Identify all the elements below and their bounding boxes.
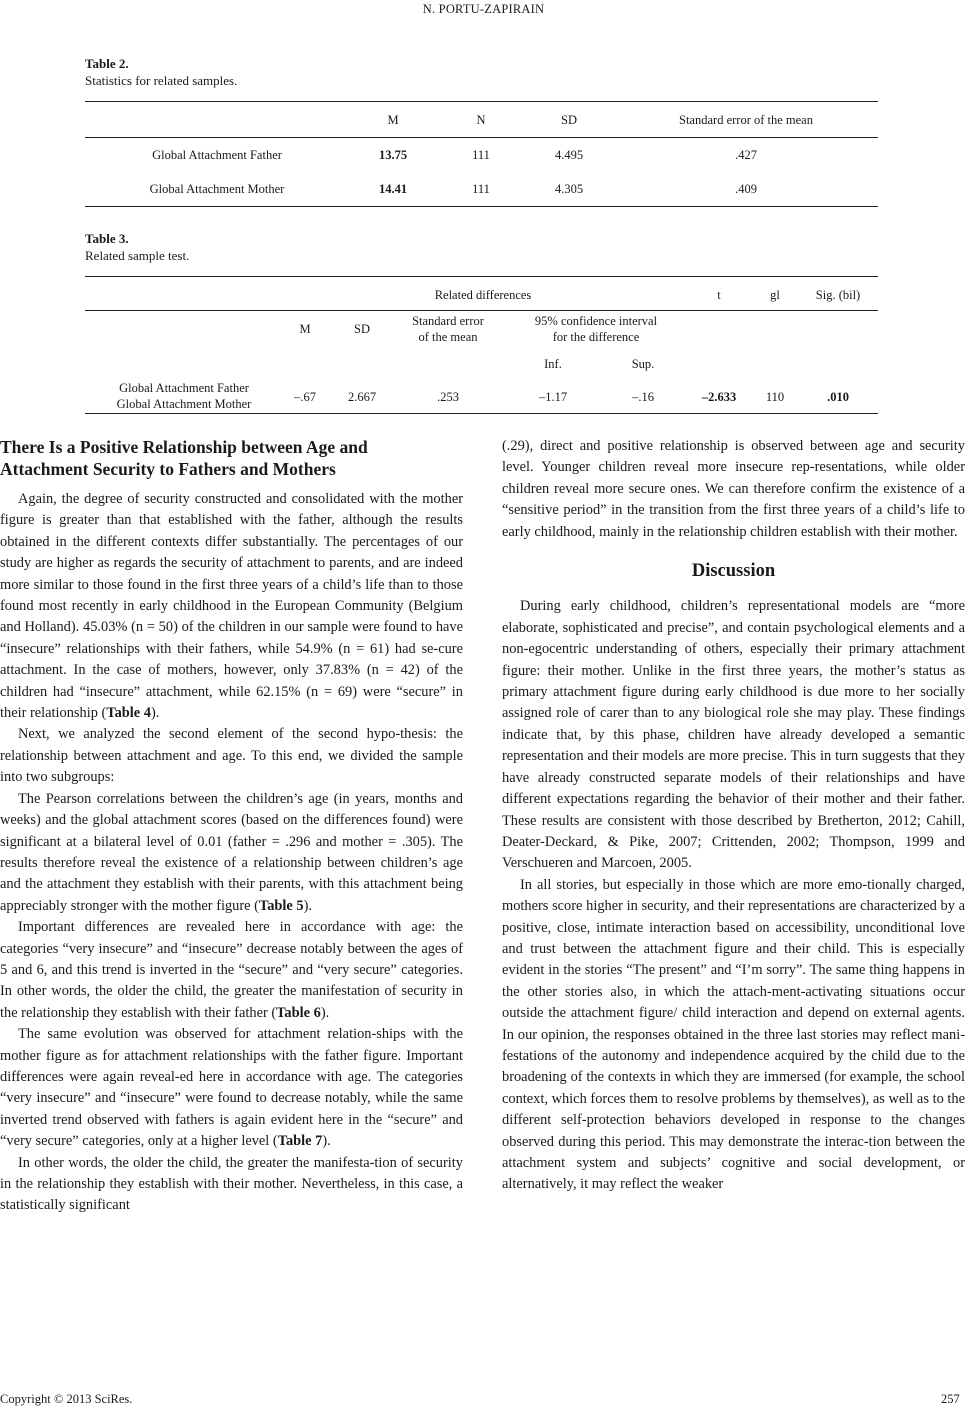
table3-caption [85, 230, 189, 264]
section-heading [0, 436, 463, 480]
table2-header-se: Standard error of the mean [679, 113, 813, 127]
table3-row-gl: 110 [765, 390, 785, 404]
table2-header-n: N [476, 113, 486, 127]
table3-sub-m: M [299, 322, 311, 336]
table3-sub-ci [535, 313, 657, 345]
table3-row-name-line2: Global Attachment Mother [116, 397, 252, 411]
table2-caption-text: Statistics for related samples. [85, 73, 238, 88]
table3-row-sig: .010 [827, 390, 849, 404]
table3-header-rule [85, 310, 878, 311]
copyright: Copyright © 2013 SciRes. [0, 1392, 133, 1406]
table2-row-m: 13.75 [378, 148, 408, 162]
table3-row-t: –2.633 [701, 390, 737, 404]
table3-header-related: Related differences [434, 288, 532, 302]
table3-sub-ci-line1: 95% confidence interval [534, 314, 658, 328]
paragraph: (.29), direct and positive relationship is observed between age and security level. Younger children reveal more insecure rep-resentations, while older children reveal more secure ones. We can therefore confirm the existence of a “sensitive period” in the transition from the first three years of a child’s life to early childhood, mainly in the relationship children establish with their mother. [502, 438, 965, 540]
table2-row-n: 111 [472, 148, 490, 162]
table3-row-name [117, 380, 252, 412]
table2-header-sd: SD [561, 113, 577, 127]
table3-sub-sup: Sup. [631, 357, 655, 371]
table-reference: Table 7 [277, 1133, 323, 1150]
paragraph: In all stories, but especially in those which are more emo-tionally charged, mothers score higher in security, and their representations are characterized by a positive, close, intimate interaction based on accessibility, unconditional love and trust between the attachment figure and their child. This is especially evident in the stories “The present” and “I’m sorry”. The same thing happens in the other stories also, in which the attach-ment-activating situations occur outside the attachment figure/ child interaction and depend on external agents. In our opinion, the responses obtained in the three last stories may reflect mani-festations of the autonomy and independence acquired by the child due to the broadening of the contexts in which they are immersed (for example, the school context, which forces them to resolve problems by themselves), as well as to the different self-protection behaviors developed in response to the changes observed during this period. This may demonstrate the interac-tion between the attachment system and subjects’ cognitive and social development, or alternatively, it may reflect the weaker [502, 876, 965, 1193]
table2-header-m: M [387, 113, 399, 127]
table3-sub-sd: SD [354, 322, 370, 336]
table2-caption [85, 55, 237, 89]
paragraph: Important differences are revealed here in accordance with age: the categories “very insecure” and “insecure” decrease notably between the ages of 5 and 6, and this trend is inverted in the “secure” and “very secure” categories. In other words, the older the child, the greater the manifestation of security in the relationship they establish with their father (Table 6). [0, 919, 463, 1021]
table3-bottom-rule [85, 413, 878, 414]
discussion-heading: Discussion [691, 561, 776, 582]
table3-sub-ci-line2: for the difference [552, 330, 640, 344]
paragraph: During early childhood, children’s representational models are “more elaborate, sophisticated and precise”, and contain psychological elements and a non-egocentric understanding of others, especially their primary attachment figure: their mother. Unlike in the first three years, the mother’s status as primary attachment figure during early childhood is due more to her socially assigned role of carer than to any biological role she may play. These findings indicate that, by this phase, children have already developed a semantic representation and their models are more precise. This in turn suggests that they have already constructed separate models of their relationships and have different expectations regarding the behavior of their mother and their father. These results are consistent with those described by Bretherton, 2012; Cahill, Deater-Deckard, & Pike, 2007; Crittenden, 2002; Thompson, 1999 and Verschueren and Marcoen, 2005. [502, 598, 965, 872]
table3-sub-se-line1: Standard error [412, 314, 484, 328]
table2-row-se: .427 [735, 148, 757, 162]
paragraph: In other words, the older the child, the greater the manifesta-tion of security in the relationship they establish with their mother. Nevertheless, in this case, a statistically significant [0, 1154, 463, 1214]
table2-row-se: .409 [735, 182, 757, 196]
table-reference: Table 6 [276, 1004, 321, 1021]
table-reference: Table 4 [106, 705, 151, 722]
table3-label: Table 3. [85, 231, 129, 246]
table2-row-name: Global Attachment Mother [149, 182, 285, 196]
table-reference: Table 5 [258, 897, 304, 914]
table3-caption-text: Related sample test. [85, 248, 190, 263]
table3-header-gl: gl [770, 288, 780, 302]
table2-header-rule [85, 137, 878, 138]
table2-row-sd: 4.495 [554, 148, 584, 162]
table3-row-inf: –1.17 [538, 390, 568, 404]
table2-bottom-rule [85, 206, 878, 207]
table3-row-sup: –.16 [632, 390, 654, 404]
paragraph: The Pearson correlations between the children’s age (in years, months and weeks) and the global attachment scores (based on the differences found) were significant at a bilateral level of 0.01 (father = .296 and mother = .305). The results therefore reveal the existence of a relationship between children’s age and the attachment they establish with their parents, with this attachment being appreciably stronger with the mother figure (Table 5). [0, 790, 463, 914]
paragraph: The same evolution was observed for attachment relation-ships with the mother figure as for attachment relationships with the father figure. Important differences were again reveal-ed here in accordance with age. The categories “very insecure” and “insecure” were found to decrease notably, while the same inverted trend observed with fathers is again evident here in the “secure” and “very secure” categories, only at a higher level (Table 7). [0, 1026, 463, 1150]
table3-top-rule [85, 276, 878, 277]
table3-sub-se-line2: of the mean [418, 330, 478, 344]
right-column [502, 436, 965, 1196]
table3-sub-se [412, 313, 484, 345]
table2-row-m: 14.41 [378, 182, 408, 196]
table3-header-sig: Sig. (bil) [815, 288, 861, 302]
table3-row-sd: 2.667 [347, 390, 377, 404]
paragraph: Again, the degree of security constructed and consolidated with the mother figure is greater than that established with the father, although the results obtained in the different contexts differ substantially. The percentages of our study are higher as regards the security of attachment to parents, and are indeed more similar to those found in the first three years of a child’s life than to those found most recently in early childhood in the European Community (Belgium and Holland). 45.03% (n = 50) of the children in our sample were found to have “insecure” relationships with their fathers, while 54.9% (n = 61) had se-cure attachment. In the case of mothers, however, only 37.83% (n = 42) of the children had “insecure” attachment, while 62.15% (n = 69) were “secure” in their relationship (Table 4). [0, 491, 463, 722]
table2-row-n: 111 [472, 182, 490, 196]
section-heading-line2: Attachment Security to Fathers and Mothers [0, 459, 336, 479]
running-head: N. PORTU-ZAPIRAIN [422, 2, 545, 16]
table2-top-rule [85, 101, 878, 102]
paragraph: Next, we analyzed the second element of the second hypo-thesis: the relationship between attachment and age. To this end, we divided the sample into two subgroups: [0, 726, 463, 786]
table3-row-se: .253 [437, 390, 459, 404]
table3-sub-inf: Inf. [544, 357, 562, 371]
table2-row-name: Global Attachment Father [152, 148, 282, 162]
section-heading-line1: There Is a Positive Relationship between Age and [0, 437, 368, 457]
table3-row-name-line1: Global Attachment Father [119, 381, 249, 395]
page-number: 257 [941, 1392, 960, 1406]
table3-row-m: –.67 [294, 390, 316, 404]
table2-label: Table 2. [85, 56, 129, 71]
table2-row-sd: 4.305 [554, 182, 584, 196]
left-column [0, 436, 463, 1217]
table3-header-t: t [717, 288, 721, 302]
